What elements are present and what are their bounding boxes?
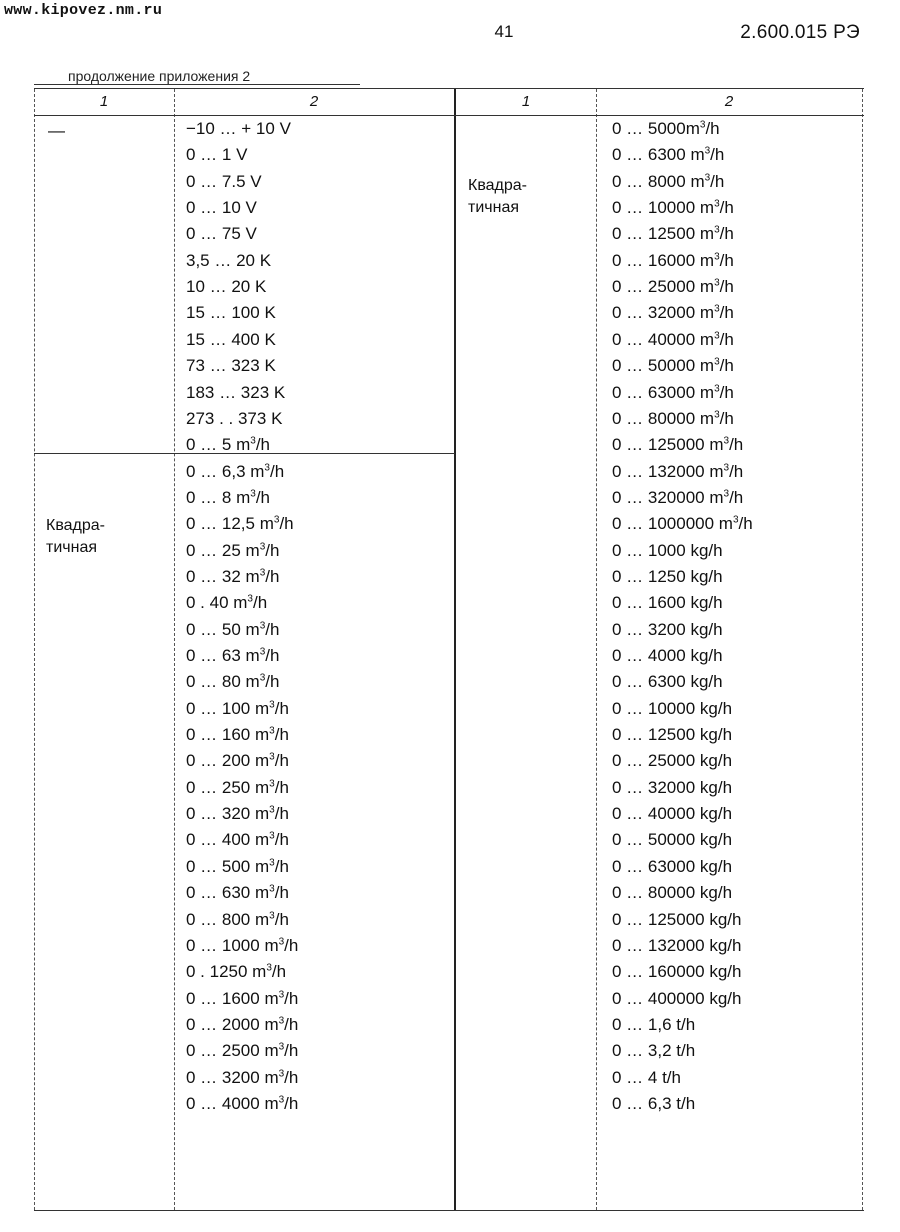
table-cell: 0 … 6300 kg/h	[612, 672, 723, 692]
table-cell: 0 … 7.5 V	[186, 171, 262, 191]
table-cell: 0 … 800 $m^3/h$	[186, 909, 289, 929]
table-cell: 183 … 323 K	[186, 382, 286, 402]
table-center-divider	[454, 89, 456, 1210]
table-cell: 0 … 2500 $m^3/h$	[186, 1041, 299, 1061]
superscript-3: 3	[278, 1067, 285, 1079]
table-cell: 0 … 50000 $m^3/h$	[612, 356, 734, 376]
table-cell: 0 … 8 $m^3/h$	[186, 487, 270, 507]
header-left-col1: 1	[99, 93, 109, 110]
superscript-3: 3	[704, 145, 711, 157]
table-cell: 0 … 400 $m^3/h$	[186, 830, 289, 850]
table-col-divider-left	[174, 89, 175, 1210]
table-cell: 15 … 400 K	[186, 329, 276, 349]
right-group-label-line2: тичная	[468, 199, 519, 216]
table-cell: 0 … 125000 kg/h	[612, 909, 742, 929]
document-number: 2.600.015 РЭ	[740, 22, 860, 43]
table-cell: 15 … 100 K	[186, 303, 276, 323]
table-cell: 0 … 400000 kg/h	[612, 988, 742, 1008]
table-cell: 0 … 12500 $m^3/h$	[612, 224, 734, 244]
table-cell: 0 … 125000 $m^3/h$	[612, 435, 744, 455]
superscript-3: 3	[714, 303, 720, 315]
table-cell: 10 … 20 K	[186, 277, 267, 297]
superscript-3: 3	[266, 962, 272, 974]
superscript-3: 3	[273, 514, 280, 526]
superscript-3: 3	[247, 593, 253, 605]
table-cell: 0 … 320000 $m^3/h$	[612, 487, 744, 507]
table-cell: 0 … 16000 $m^3/h$	[612, 250, 734, 270]
table-cell: 0 … 100 $m^3/h$	[186, 698, 289, 718]
table-cell: 0 … $5000m^3/h$	[612, 119, 720, 138]
table-cell: 0 … 1600 kg/h	[612, 593, 723, 613]
table-cell: 0 … 40000 kg/h	[612, 804, 733, 824]
superscript-3: 3	[259, 672, 266, 684]
left-group2-label-line2: тичная	[46, 539, 97, 556]
table-cell: 0 … 1250 kg/h	[612, 566, 723, 586]
table-cell: 0 … 8000 $m^3/h$	[612, 171, 725, 191]
table-cell: 0 … 132000 kg/h	[612, 935, 742, 955]
table-cell: 0 … 2000 $m^3/h$	[186, 1014, 299, 1034]
superscript-3: 3	[699, 119, 706, 131]
table-cell: 0 … 63000 $m^3/h$	[612, 382, 734, 402]
table-cell: 0 … 132000 $m^3/h$	[612, 461, 744, 481]
table-cell: 0 … 250 $m^3/h$	[186, 777, 289, 797]
superscript-3: 3	[269, 804, 275, 816]
table-cell: 0 … 6300 $m^3/h$	[612, 145, 725, 165]
superscript-3: 3	[269, 699, 275, 711]
site-url: www.kipovez.nm.ru	[4, 2, 163, 19]
superscript-3: 3	[723, 461, 730, 473]
right-group-label-line1: Квадра-	[468, 177, 527, 194]
table-cell: 0 … 3,2 t/h	[612, 1041, 696, 1061]
superscript-3: 3	[723, 435, 730, 447]
header-row-divider	[34, 115, 864, 116]
table-cell: 0 … 1600 $m^3/h$	[186, 988, 299, 1008]
left-group2-label-line1: Квадра-	[46, 517, 105, 534]
table-cell: 0 … 32000 kg/h	[612, 777, 733, 797]
table-cell: 73 … 323 K	[186, 356, 276, 376]
appendix-table	[34, 88, 864, 1211]
table-cell: 0 … 6,3 t/h	[612, 1093, 696, 1113]
table-cell: 0 … 25000 kg/h	[612, 751, 733, 771]
caption-underline	[34, 84, 360, 85]
table-cell: 0 . 40 $m^3/h$	[186, 593, 268, 613]
superscript-3: 3	[714, 277, 720, 289]
superscript-3: 3	[714, 409, 720, 421]
superscript-3: 3	[250, 435, 256, 447]
table-caption: продолжение приложения 2	[68, 68, 251, 84]
table-cell: 0 … 6,3 $m^3/h$	[186, 461, 285, 481]
table-left-border	[34, 89, 35, 1210]
superscript-3: 3	[269, 778, 275, 790]
superscript-3: 3	[269, 883, 275, 895]
superscript-3: 3	[714, 251, 720, 263]
superscript-3: 3	[259, 646, 266, 658]
table-cell: 0 … 630 $m^3/h$	[186, 883, 289, 903]
superscript-3: 3	[278, 1041, 285, 1053]
superscript-3: 3	[714, 356, 720, 368]
table-cell: 0 … 80 $m^3/h$	[186, 672, 280, 692]
superscript-3: 3	[259, 540, 266, 552]
superscript-3: 3	[269, 857, 275, 869]
table-cell: 0 … 12500 kg/h	[612, 725, 733, 745]
table-cell: 0 … 200 $m^3/h$	[186, 751, 289, 771]
table-cell: 0 … 3200 kg/h	[612, 619, 723, 639]
table-cell: 0 … 50 $m^3/h$	[186, 619, 280, 639]
table-cell: 0 … 160000 kg/h	[612, 962, 742, 982]
header-right-col1: 1	[521, 93, 531, 110]
superscript-3: 3	[269, 909, 275, 921]
table-cell: 0 … 1000 $m^3/h$	[186, 935, 299, 955]
superscript-3: 3	[278, 936, 285, 948]
table-cell: −10 … + 10 V	[186, 119, 291, 138]
table-cell: 0 … 320 $m^3/h$	[186, 804, 289, 824]
superscript-3: 3	[259, 567, 266, 579]
superscript-3: 3	[723, 488, 730, 500]
superscript-3: 3	[714, 382, 720, 394]
table-cell: 0 … 1,6 t/h	[612, 1014, 696, 1034]
left-group1-label: —	[48, 121, 65, 140]
table-cell: 0 … 75 V	[186, 224, 257, 244]
table-cell: 0 … 10000 $m^3/h$	[612, 198, 734, 218]
table-col-divider-right	[596, 89, 597, 1210]
left-group2-label	[46, 515, 105, 559]
superscript-3: 3	[714, 330, 720, 342]
table-cell: 0 … 5 $m^3/h$	[186, 435, 270, 455]
superscript-3: 3	[704, 172, 711, 184]
page-number: 41	[494, 22, 514, 41]
table-cell: 0 … 80000 $m^3/h$	[612, 408, 734, 428]
table-cell: 0 . 1250 $m^3/h$	[186, 962, 287, 982]
table-cell: 0 … 4000 kg/h	[612, 646, 723, 665]
table-cell: 0 … 1 V	[186, 145, 248, 165]
right-group-label	[468, 175, 527, 219]
superscript-3: 3	[269, 725, 275, 737]
table-cell: 0 … 500 $m^3/h$	[186, 856, 289, 876]
table-cell: 273 . . 373 K	[186, 408, 283, 428]
superscript-3: 3	[259, 619, 266, 631]
superscript-3: 3	[714, 224, 720, 236]
header-right-col2: 2	[724, 93, 734, 110]
superscript-3: 3	[269, 751, 275, 763]
table-cell: 0 … 1000000 $m^3/h$	[612, 514, 753, 534]
superscript-3: 3	[264, 461, 270, 473]
superscript-3: 3	[250, 488, 256, 500]
table-cell: 0 … 40000 $m^3/h$	[612, 329, 734, 349]
table-right-border	[862, 89, 863, 1210]
table-cell: 0 … 3200 $m^3/h$	[186, 1067, 299, 1087]
superscript-3: 3	[278, 1094, 285, 1106]
table-cell: 0 … 1000 kg/h	[612, 540, 723, 560]
table-cell: 0 … 50000 kg/h	[612, 830, 733, 850]
table-cell: 0 … 32000 $m^3/h$	[612, 303, 734, 323]
table-cell: 0 … 32 $m^3/h$	[186, 566, 280, 586]
table-cell: 0 … 10 V	[186, 198, 257, 218]
table-cell: 0 … 12,5 $m^3/h$	[186, 514, 294, 534]
table-cell: 0 … 80000 kg/h	[612, 883, 733, 903]
table-cell: 0 … 63 $m^3/h$	[186, 646, 280, 665]
superscript-3: 3	[278, 1015, 285, 1027]
table-cell: 0 … 63000 kg/h	[612, 856, 733, 876]
table-cell: 0 … 10000 kg/h	[612, 698, 733, 718]
superscript-3: 3	[278, 988, 285, 1000]
superscript-3: 3	[714, 198, 720, 210]
superscript-3: 3	[269, 830, 275, 842]
superscript-3: 3	[732, 514, 739, 526]
table-cell: 0 … 25000 $m^3/h$	[612, 277, 734, 297]
header-left-col2: 2	[309, 93, 319, 110]
table-cell: 3,5 … 20 K	[186, 250, 272, 270]
table-cell: 0 … 4 t/h	[612, 1067, 681, 1087]
table-cell: 0 … 160 $m^3/h$	[186, 725, 289, 745]
table-cell: 0 … 4000 $m^3/h$	[186, 1093, 299, 1113]
table-cell: 0 … 25 $m^3/h$	[186, 540, 280, 560]
